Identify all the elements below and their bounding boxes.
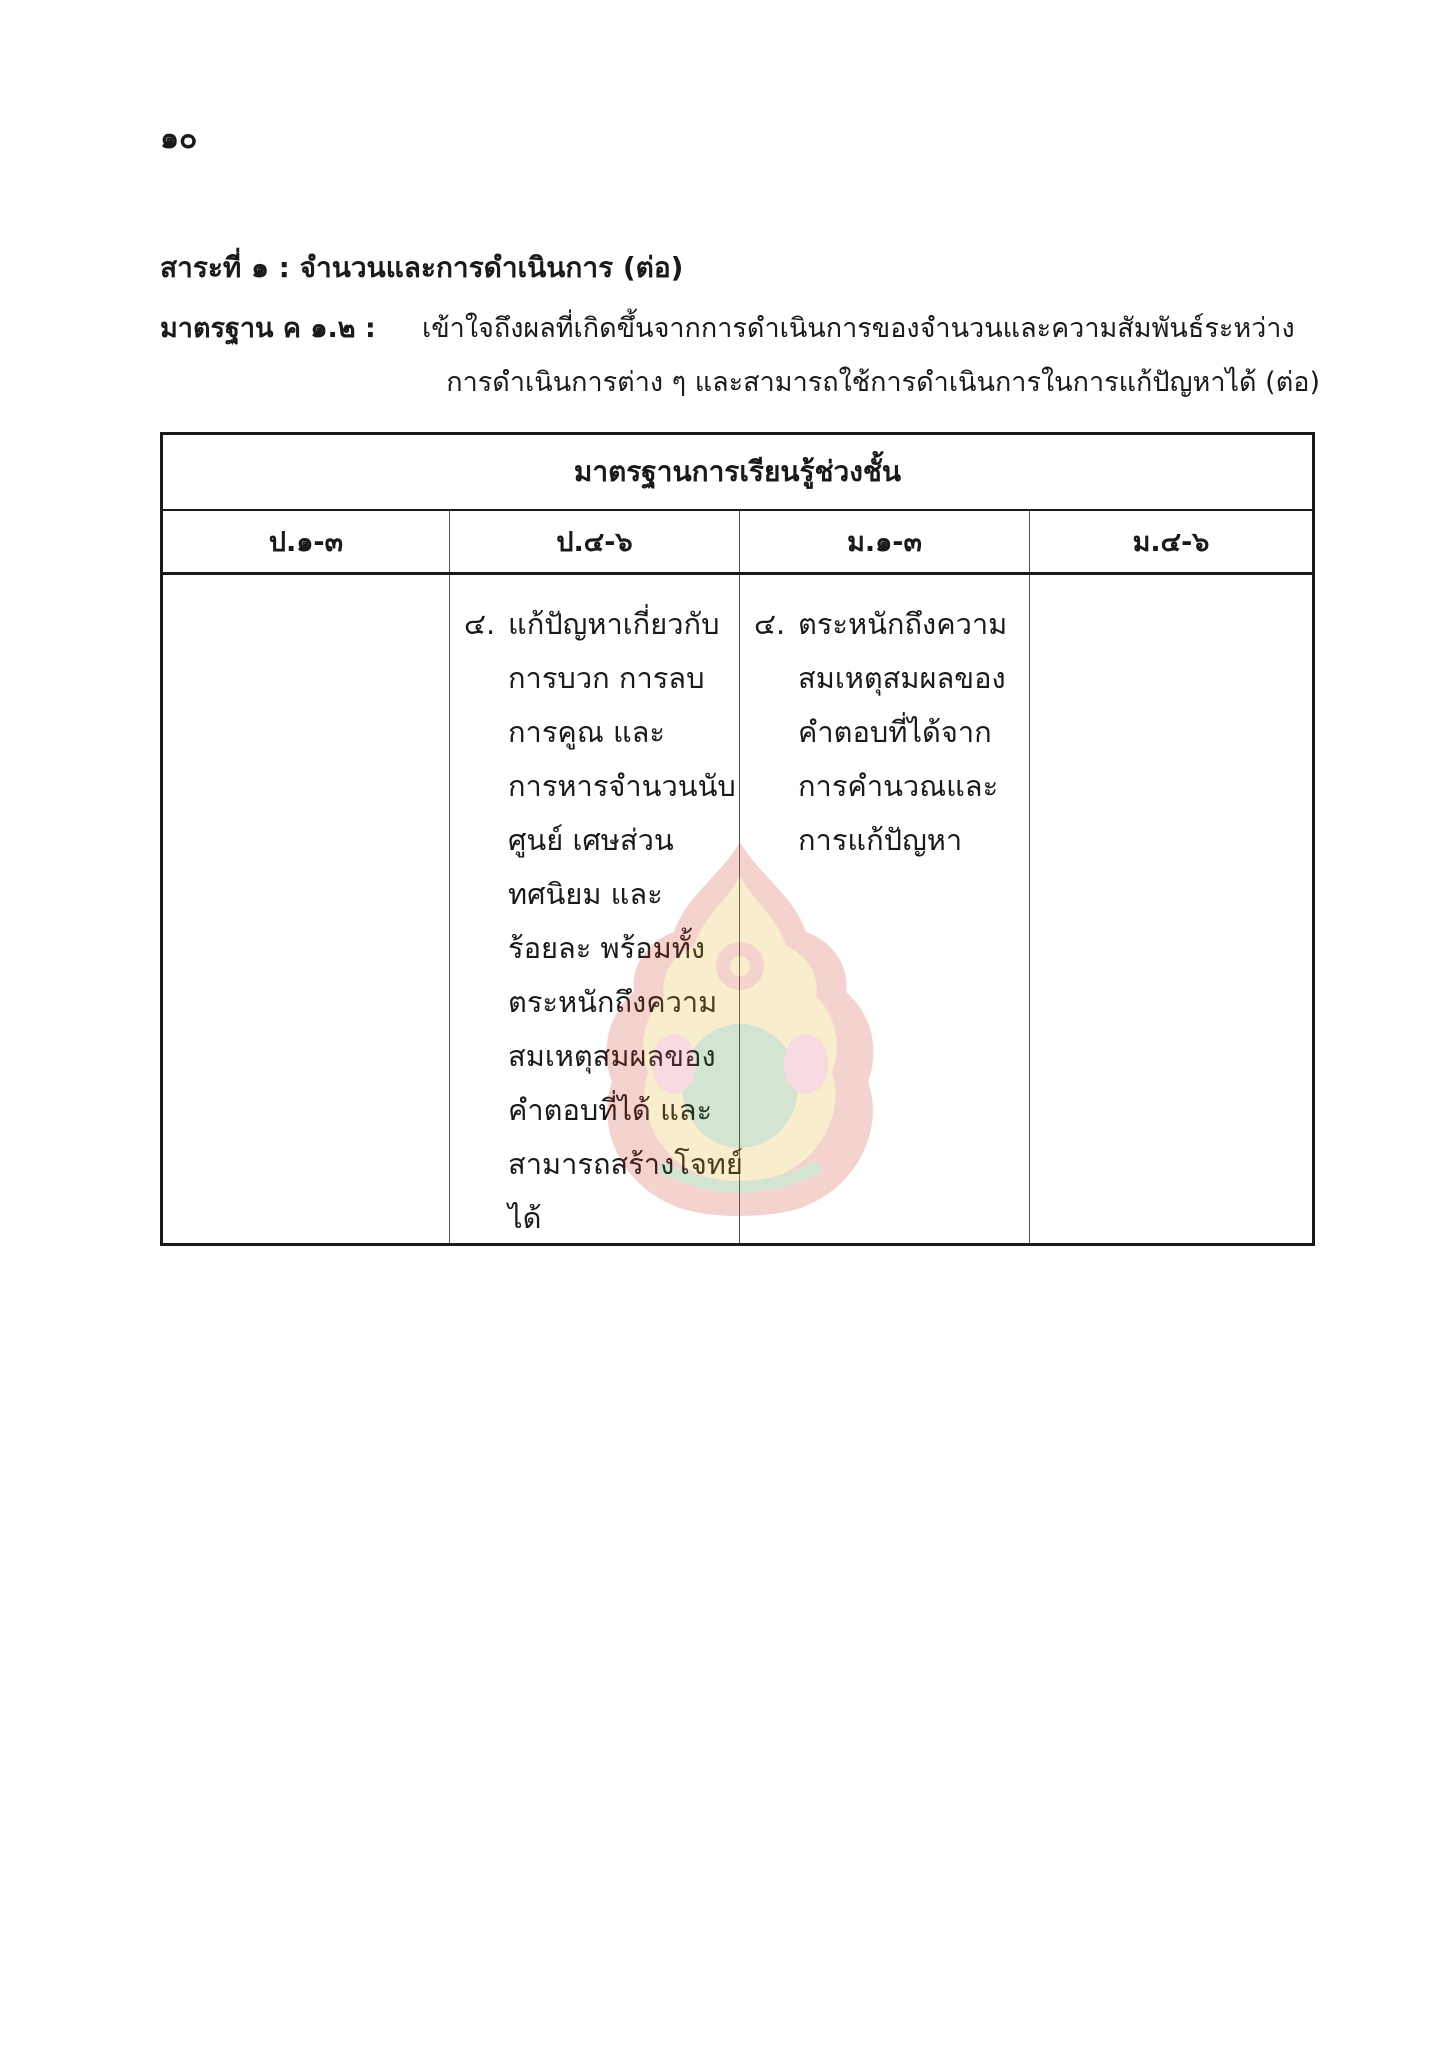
standard-text-line-2: การดำเนินการต่าง ๆ และสามารถใช้การดำเนินการในการแก้ปัญหาได้ (ต่อ) — [446, 367, 1320, 398]
item-text-line: สมเหตุสมผลของ — [508, 1039, 716, 1073]
item-text-line: ตระหนักถึงความ — [798, 607, 1008, 641]
item-text-line: การคูณ และ — [508, 715, 665, 749]
cell-m1-3 — [740, 575, 1030, 1243]
item-text-line: การคำนวณและ — [798, 769, 999, 803]
learning-standards-table — [160, 432, 1315, 1246]
item-text-line: ร้อยละ พร้อมทั้ง — [508, 931, 706, 965]
column-header-p1-3: ป.๑-๓ — [163, 511, 450, 572]
item-text-line: คำตอบที่ได้จาก — [798, 715, 992, 749]
item-text — [798, 597, 1023, 867]
table-header: มาตรฐานการเรียนรู้ช่วงชั้น — [163, 435, 1312, 511]
item-text-line: สามารถสร้างโจทย์ — [508, 1147, 743, 1181]
cell-m4-6 — [1030, 575, 1312, 1243]
standard-text-line-1: เข้าใจถึงผลที่เกิดขึ้นจากการดำเนินการของจำนวนและความสัมพันธ์ระหว่าง — [422, 313, 1295, 344]
table-row — [163, 575, 1312, 1243]
cell-p1-3 — [163, 575, 450, 1243]
item-text-line: การบวก การลบ — [508, 661, 705, 695]
cell-p4-6 — [450, 575, 743, 1243]
item-text-line: ศูนย์ เศษส่วน — [508, 823, 674, 857]
strand-title: สาระที่ ๑ : จำนวนและการดำเนินการ (ต่อ) — [160, 251, 684, 284]
column-header-m4-6: ม.๔-๖ — [1132, 527, 1210, 558]
item-text-line: การแก้ปัญหา — [798, 823, 963, 857]
item-text-line: แก้ปัญหาเกี่ยวกับ — [508, 607, 720, 641]
item-text-line: ทศนิยม และ — [508, 877, 663, 911]
item-text-line: ได้ — [508, 1201, 542, 1235]
item-number: ๔. — [464, 607, 496, 641]
item-text-line: สมเหตุสมผลของ — [798, 661, 1006, 695]
column-header-p4-6: ป.๔-๖ — [450, 511, 740, 572]
item-text-line: การหารจำนวนนับ — [508, 769, 736, 803]
item-text — [508, 597, 743, 1245]
item-number: ๔. — [754, 607, 786, 641]
item-text-line: ตระหนักถึงความ — [508, 985, 718, 1019]
standard-label: มาตรฐาน ค ๑.๒ : — [160, 313, 376, 344]
page-number: ๑๐ — [160, 121, 198, 156]
item-text-line: คำตอบที่ได้ และ — [508, 1093, 713, 1127]
column-header-m1-3: ม.๑-๓ — [740, 511, 1030, 572]
column-header-row — [163, 511, 1312, 575]
